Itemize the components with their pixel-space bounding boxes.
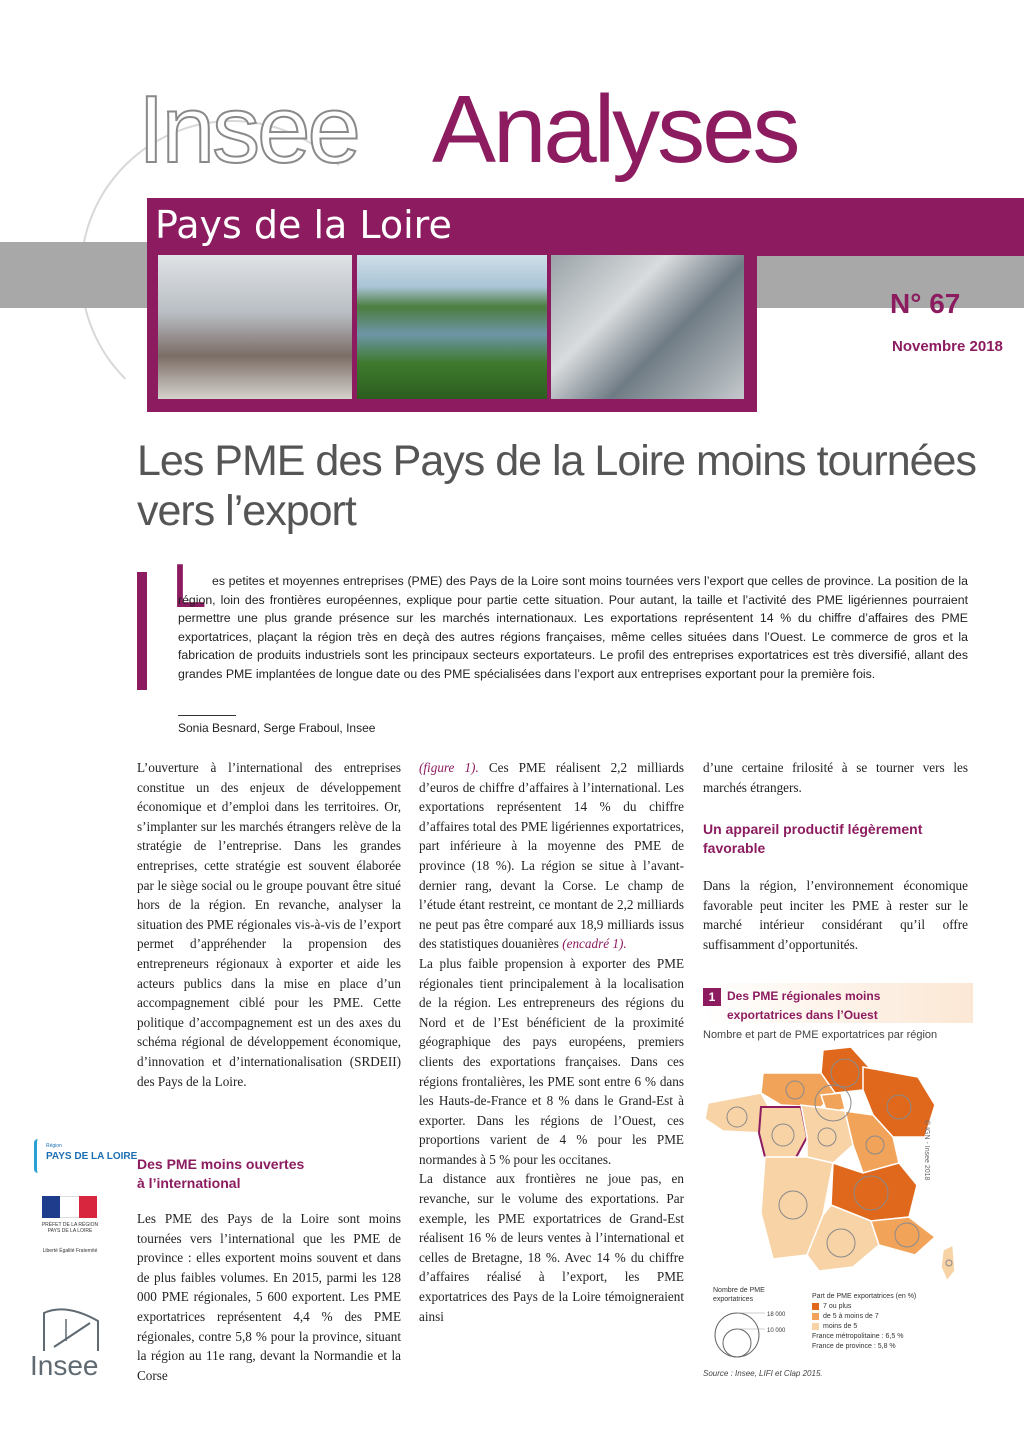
section-heading-2 <box>703 820 968 858</box>
figure-title-line1: Des PME régionales moins <box>727 989 881 1003</box>
chapeau-accent-bar <box>137 572 147 690</box>
author-divider <box>178 715 236 716</box>
section-heading-1-line1: Des PME moins ouvertes <box>137 1156 305 1172</box>
map-copyright: © IGN - Insee 2018 <box>923 1120 930 1181</box>
swatch-mid <box>812 1313 819 1320</box>
chapeau-dropcap: L <box>172 552 207 621</box>
section-heading-1-line2: à l’international <box>137 1175 241 1191</box>
figure-title <box>727 987 927 1025</box>
legend-class-high: 7 ou plus <box>812 1302 972 1312</box>
box-reference[interactable]: (encadré 1). <box>562 936 627 952</box>
photo-industry <box>551 255 744 399</box>
region-logo-icon <box>34 1139 45 1173</box>
column-1-text: L’ouverture à l’international des entreprises constitue un des enjeux de développement économique et d’emploi dans les territoires. Or, s’implanter sur les marchés étrangers relève de la stratégie de l’entreprise. Dans les grandes entreprises, cette stratégie est souvent élaborée par le siège social ou le groupe pouvant être situé hors de la région. En revanche, analyser la situation des PME régionales vis-à-vis de l’export permet d’appréhender la propension des entrepreneurs régionaux à exporter et aide les acteurs publics dans la mise en place d’un accompagnement ciblé pour les PME. Cette politique d’accompagnement est un des axes du schéma régional de développement économique, d’innovation et d’internationalisation (SRDEII) des Pays de la Loire. <box>137 760 401 1089</box>
region-title: Pays de la Loire <box>155 203 452 247</box>
legend-province: France de province : 5,8 % <box>812 1343 896 1350</box>
column-2-text <box>419 758 684 1326</box>
legend-share <box>812 1292 972 1352</box>
legend-share-title: Part de PME exportatrices (en %) <box>812 1293 917 1300</box>
figure-reference[interactable]: (figure 1). <box>419 760 479 775</box>
column-2-para-3: La distance aux frontières ne joue pas, en revanche, sur le volume des exportations. Par exemple, les PME exportatrices de Grand-Est réalisent 16 % de leurs ventes à l’international et celles de Bretagne, 18 %. Avec 14 % du chiffre d’affaires réalisé à l’export, les PME exportatrices des Pays de la Loire témoigneraient ainsi <box>419 1171 684 1324</box>
region-paca <box>871 1217 935 1255</box>
region-logo-small: Région <box>46 1143 62 1149</box>
brand-analyses: Analyses <box>432 76 798 183</box>
authors: Sonia Besnard, Serge Fraboul, Insee <box>178 721 376 735</box>
swatch-high <box>812 1303 819 1310</box>
photo-pedestrians <box>158 255 352 399</box>
chapeau-text: es petites et moyennes entreprises (PME) des Pays de la Loire sont moins tournées vers l’export que celles de province. La position de la région, loin des frontières européennes, explique pour partie cette situation. Pour autant, la taille et l’activité des PME ligériennes pourraient permettre une plus grande présence sur les marchés internationaux. Les exportations représentent 14 % du chiffre d’affaires des PME exportatrices, plaçant la région très en deçà des autres régions françaises, même celles situées dans l’Ouest. Le commerce de gros et la fabrication de produits industriels sont les principaux secteurs exportateurs. Le profil des entreprises exportatrices est très diversifié, allant des grandes PME implantées de longue date ou des PME spécialisées dans l’export aux entreprises exportant pour la première fois. <box>178 574 968 681</box>
section-heading-2-line2: favorable <box>703 840 766 856</box>
region-pays-de-la-loire <box>759 1107 807 1163</box>
prefet-flag-icon <box>42 1196 97 1218</box>
masthead-grey-band-left <box>0 242 160 308</box>
region-corse <box>941 1245 955 1281</box>
insee-logo-text: Insee <box>30 1350 99 1381</box>
column-2-para-1: Ces PME réalisent 2,2 milliards d’euros de chiffre d’affaires à l’international. Les exportations représentent 14 % du chiffre d’affaires total des PME ligériennes exportatrices, part inférieure à la moyenne des PME de province (18 %). La région se situe à l’avant-dernier rang, devant la Corse. Le champ de l’étude étant restreint, ce montant de 2,2 milliards ne peut pas être comparé aux 18,9 milliards issus des statistiques douanières <box>419 760 684 952</box>
figure-source: Source : Insee, LIFI et Clap 2015. <box>703 1369 823 1378</box>
figure-title-line2: exportatrices dans l’Ouest <box>727 1008 878 1022</box>
legend-class-mid: de 5 à moins de 7 <box>812 1312 972 1322</box>
legend-size-b: 10 000 <box>767 1328 786 1334</box>
legend-size-circles <box>713 1305 793 1361</box>
issue-number: N° 67 <box>890 288 961 319</box>
prefet-motto: Liberté Égalité Fraternité <box>42 1248 98 1254</box>
column-3-text: d’une certaine frilosité à se tourner vers les marchés étrangers. <box>703 760 968 795</box>
column-1-text-2: Les PME des Pays de la Loire sont moins tournées vers l’international que les PME de province : elles exportent moins souvent et dans de plus faibles volumes. En 2015, parmi les 128 000 PME régionales, 5 600 exportent. Les PME exportatrices représentent 4,4 % des PME régionales, contre 5,8 % pour la province, situant la région au 11e rang, devant la Normandie et la Corse <box>137 1211 401 1383</box>
legend-size-title: Nombre de PME exportatrices <box>713 1287 765 1303</box>
issue-date: Novembre 2018 <box>892 338 1003 355</box>
region-logo-text: PAYS DE LA LOIRE <box>46 1151 138 1162</box>
prefet-caption: PRÉFET DE LA RÉGION PAYS DE LA LOIRE <box>41 1222 99 1234</box>
legend-size-a: 18 000 <box>767 1312 786 1318</box>
column-3-text-2: Dans la région, l’environnement économique favorable peut inciter les PME à rester sur le marché intérieur considérant qu’il offre suffisamment d’opportunités. <box>703 878 968 952</box>
legend-class-low: moins de 5 <box>812 1322 972 1332</box>
swatch-low <box>812 1323 819 1330</box>
brand-insee: Insee <box>138 76 358 183</box>
section-heading-2-line1: Un appareil productif légèrement <box>703 821 923 837</box>
france-map <box>703 1045 973 1285</box>
figure-subtitle: Nombre et part de PME exportatrices par région <box>703 1029 938 1041</box>
column-2-para-2: La plus faible propension à exporter des PME régionales tient principalement à la localisation de la région. Les entrepreneurs des régions du Nord et de l’Est bénéficient de la proximité géographique des pays européens, premiers clients des exportations françaises. Dans ces régions frontalières, les PME sont entre 6 % dans les Hauts-de-France et 8 % dans le Grand-Est à exporter. Dans les régions de l’Ouest, ces proportions varient de 4 % pour les PME normandes à 5 % pour les occitanes. <box>419 955 684 1167</box>
section-heading-1 <box>137 1155 401 1193</box>
photo-loire-river <box>357 255 547 399</box>
insee-logo-icon <box>36 1303 106 1353</box>
legend-france-metro: France métropolitaine : 6,5 % <box>812 1333 904 1340</box>
page-title: Les PME des Pays de la Loire moins tournées vers l’export <box>137 437 976 535</box>
figure-number: 1 <box>703 988 721 1006</box>
